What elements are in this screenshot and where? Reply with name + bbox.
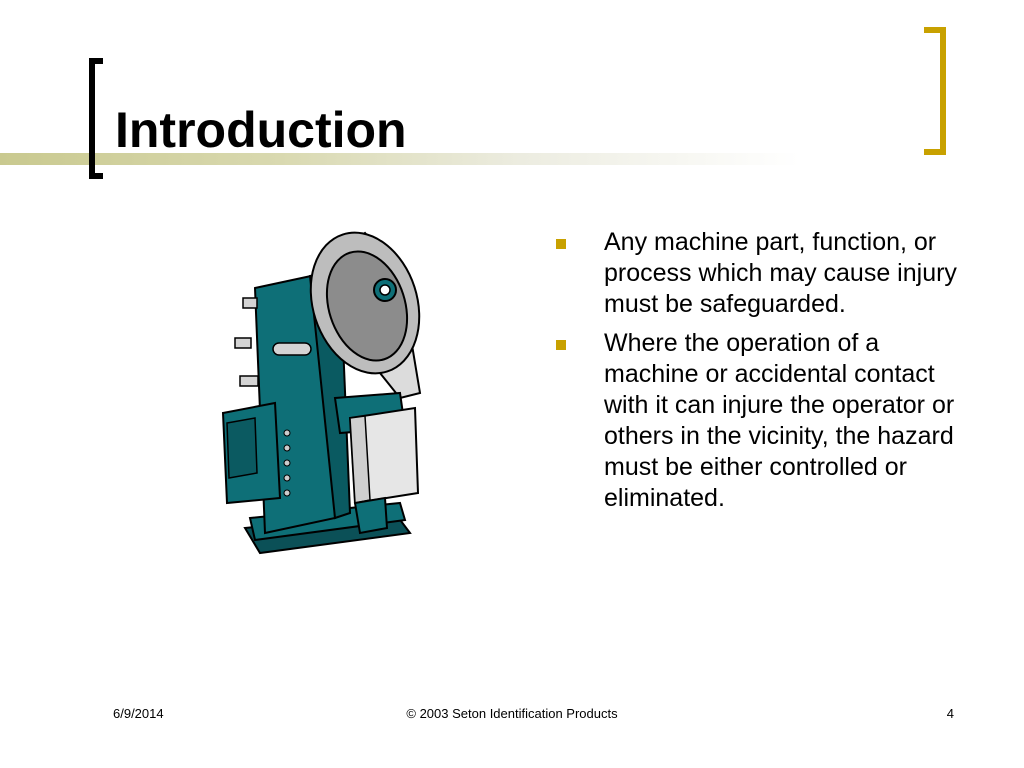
left-bracket-decoration [89,58,103,179]
footer-date: 6/9/2014 [113,706,164,721]
footer-copyright: © 2003 Seton Identification Products [406,706,618,721]
bullet-text: Where the operation of a machine or accidental contact with it can injure the operator or others in the vicinity, the hazard must be either controlled or eliminated. [604,329,955,512]
punch-press-machine-icon [215,228,430,558]
slide-title: Introduction [115,102,407,158]
square-bullet-icon [556,340,566,350]
footer-page-number: 4 [946,706,954,721]
bullet-item [553,328,973,514]
bullet-item [553,227,973,320]
square-bullet-icon [556,239,566,249]
right-bracket-decoration [924,27,946,155]
bullet-list [553,227,973,522]
bullet-text: Any machine part, function, or process which may cause injury must be safeguarded. [604,228,957,318]
